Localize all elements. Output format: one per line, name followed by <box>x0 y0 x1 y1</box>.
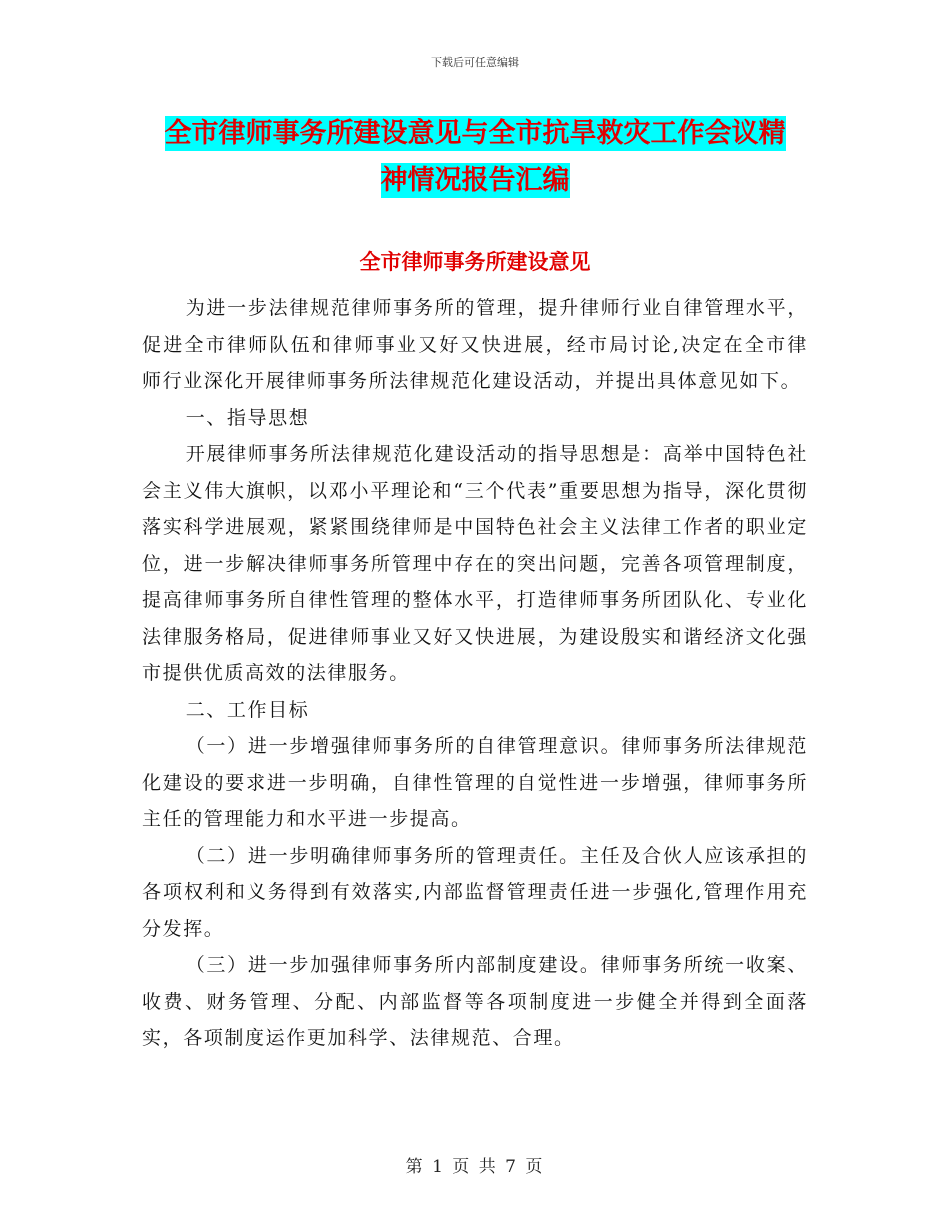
heading-work-goals: 二、工作目标 <box>185 698 310 721</box>
document-title <box>140 110 810 204</box>
paragraph-goal-2: （二）进一步明确律师事务所的管理责任。主任及合伙人应该承担的各项权利和义务得到有效落实,内部监督管理责任进一步强化,管理作用充分发挥。 <box>142 844 808 940</box>
document-body <box>142 290 808 1057</box>
document-title-line-1: 全市律师事务所建设意见与全市抗旱救灾工作会议精 <box>164 118 786 149</box>
paragraph-guiding-ideology: 开展律师事务所法律规范化建设活动的指导思想是：高举中国特色社会主义伟大旗帜，以邓小平理论和“三个代表”重要思想为指导，深化贯彻落实科学进展观，紧紧围绕律师是中国特色社会主义法律工作者的职业定位，进一步解决律师事务所管理中存在的突出问题，完善各项管理制度，提高律师事务所自律性管理的整体水平，打造律师事务所团队化、专业化法律服务格局，促进律师事业又好又快进展，为建设殷实和谐经济文化强市提供优质高效的法律服务。 <box>142 443 808 684</box>
section-title: 全市律师事务所建设意见 <box>359 250 591 274</box>
paragraph-goal-1: （一）进一步增强律师事务所的自律管理意识。律师事务所法律规范化建设的要求进一步明确，自律性管理的自觉性进一步增强，律师事务所主任的管理能力和水平进一步提高。 <box>142 735 808 830</box>
paragraph-goal-3: （三）进一步加强律师事务所内部制度建设。律师事务所统一收案、收费、财务管理、分配、内部监督等各项制度进一步健全并得到全面落实，各项制度运作更加科学、法律规范、合理。 <box>142 954 808 1049</box>
paragraph-intro: 为进一步法律规范律师事务所的管理，提升律师行业自律管理水平，促进全市律师队伍和律师事业又好又快进展，经市局讨论,决定在全市律师行业深化开展律师事务所法律规范化建设活动，并提出具体意见如下。 <box>142 297 808 392</box>
heading-guiding-ideology: 一、指导思想 <box>185 406 310 429</box>
header-note: 下载后可任意编辑 <box>431 56 519 69</box>
page-number: 第 1 页 共 7 页 <box>405 1157 545 1177</box>
document-title-line-2: 神情况报告汇编 <box>380 165 570 196</box>
